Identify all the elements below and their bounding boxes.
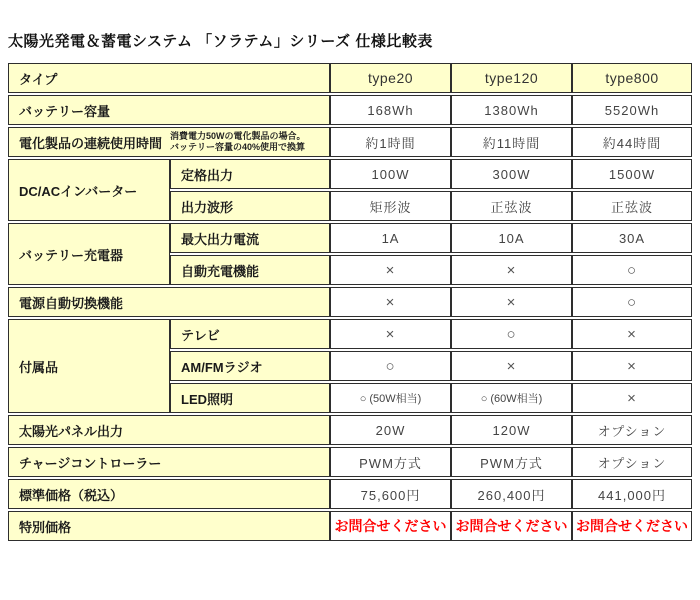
cell-value: 1380Wh [451, 95, 572, 125]
row-solar-panel-output [8, 415, 692, 445]
cell-value: オプション [572, 447, 692, 477]
row-battery-capacity [8, 95, 692, 125]
cell-mark: ○ [451, 319, 572, 349]
cell-value: 20W [330, 415, 451, 445]
page-title: 太陽光発電＆蓄電システム 「ソラテム」シリーズ 仕様比較表 [8, 33, 433, 50]
cell-mark: × [572, 351, 692, 381]
cell-mark: × [330, 255, 451, 285]
cell-mark: × [330, 319, 451, 349]
sub-label: 定格出力 [170, 159, 330, 189]
cell-value: PWM方式 [451, 447, 572, 477]
cell-contact-us: お問合せください [451, 511, 572, 541]
row-label: 太陽光パネル出力 [8, 415, 330, 445]
cell-value: 120W [451, 415, 572, 445]
row-note: 消費電力50Wの電化製品の場合。 バッテリー容量の40%使用で換算 [170, 130, 306, 152]
header-label: タイプ [8, 63, 330, 93]
cell-mark: × [451, 255, 572, 285]
cell-value: 260,400円 [451, 479, 572, 509]
sub-label: 出力波形 [170, 191, 330, 221]
cell-mark: × [572, 383, 692, 413]
group-label-inverter: DC/ACインバーター [8, 159, 170, 221]
header-type120: type120 [451, 63, 572, 93]
group-label-accessories: 付属品 [8, 319, 170, 413]
row-label: 電源自動切換機能 [8, 287, 330, 317]
row-charger-max-current [8, 223, 692, 253]
spec-comparison-table [8, 61, 692, 543]
cell-value: PWM方式 [330, 447, 451, 477]
row-label: 特別価格 [8, 511, 330, 541]
cell-value: 441,000円 [572, 479, 692, 509]
cell-value: ○ (50W相当) [330, 383, 451, 413]
sub-label: テレビ [170, 319, 330, 349]
cell-value: 正弦波 [451, 191, 572, 221]
cell-value: 75,600円 [330, 479, 451, 509]
cell-value: 30A [572, 223, 692, 253]
cell-value: 約11時間 [451, 127, 572, 157]
row-label: バッテリー容量 [8, 95, 330, 125]
row-label: チャージコントローラー [8, 447, 330, 477]
row-label: 電化製品の連続使用時間 [19, 135, 163, 151]
row-auto-switch [8, 287, 692, 317]
cell-value: 100W [330, 159, 451, 189]
row-inverter-rated-output [8, 159, 692, 189]
cell-value: 1500W [572, 159, 692, 189]
cell-value: 正弦波 [572, 191, 692, 221]
cell-mark: × [572, 319, 692, 349]
cell-value: オプション [572, 415, 692, 445]
cell-value: 300W [451, 159, 572, 189]
header-type20: type20 [330, 63, 451, 93]
cell-mark: ○ [330, 351, 451, 381]
row-standard-price [8, 479, 692, 509]
cell-value: 矩形波 [330, 191, 451, 221]
cell-mark: × [330, 287, 451, 317]
row-special-price [8, 511, 692, 541]
cell-value: ○ (60W相当) [451, 383, 572, 413]
cell-value: 約44時間 [572, 127, 692, 157]
cell-contact-us: お問合せください [330, 511, 451, 541]
sub-label: 自動充電機能 [170, 255, 330, 285]
cell-mark: × [451, 287, 572, 317]
sub-label: 最大出力電流 [170, 223, 330, 253]
cell-value: 約1時間 [330, 127, 451, 157]
cell-value: 1A [330, 223, 451, 253]
cell-value: 10A [451, 223, 572, 253]
header-type800: type800 [572, 63, 692, 93]
cell-mark: × [451, 351, 572, 381]
row-label: 標準価格（税込） [8, 479, 330, 509]
cell-value: 5520Wh [572, 95, 692, 125]
cell-contact-us: お問合せください [572, 511, 692, 541]
cell-value: 168Wh [330, 95, 451, 125]
row-type-header [8, 63, 692, 93]
sub-label: AM/FMラジオ [170, 351, 330, 381]
cell-mark: ○ [572, 255, 692, 285]
sub-label: LED照明 [170, 383, 330, 413]
group-label-charger: バッテリー充電器 [8, 223, 170, 285]
row-label-with-note [8, 127, 330, 157]
row-accessory-tv [8, 319, 692, 349]
row-continuous-use-time [8, 127, 692, 157]
cell-mark: ○ [572, 287, 692, 317]
row-charge-controller [8, 447, 692, 477]
